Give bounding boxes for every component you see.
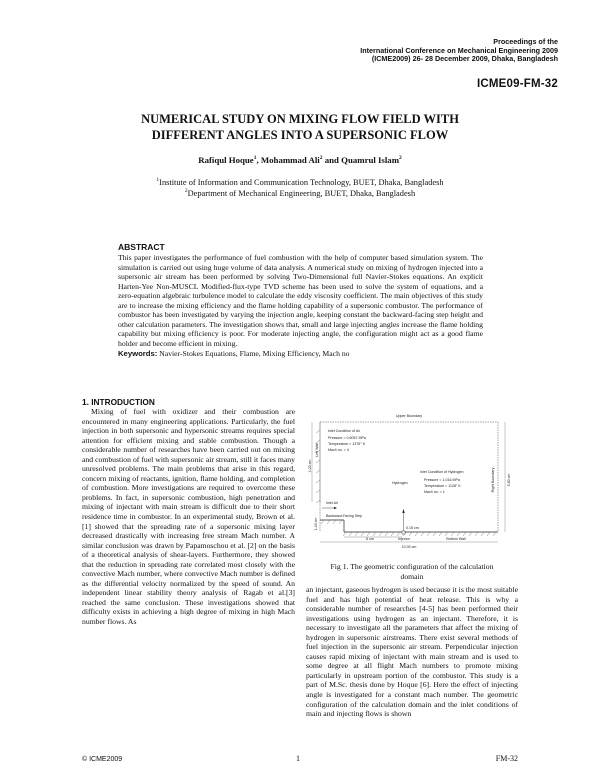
keywords-text: Navier-Stokes Equations, Flame, Mixing Efficiency, Mach no: [157, 349, 350, 358]
proceedings-line-2: International Conference on Mechanical Engineering 2009: [360, 45, 558, 55]
air-temperature: Temperature = 1376° K: [328, 442, 366, 446]
title-line-1: NUMERICAL STUDY ON MIXING FLOW FIELD WITH: [141, 112, 459, 126]
abstract-heading: ABSTRACT: [118, 242, 165, 252]
affiliations: [50, 178, 550, 199]
affiliation-2-text: Department of Mechanical Engineering, BUET, Dhaka, Bangladesh: [187, 188, 416, 198]
intro-body-right-column: an injectant, gaseous hydrogen is used because it is the most suitable fuel and has high potential of heat release. This is why a considerable number of researches [4-5] has been performed their investigations using hydrogen as an injectant. Therefore, it is necessary to investigate all the parameters that affect the mixing of hydrogen in supersonic airstreams. There exist several methods of fuel injection in the supersonic air stream. Perpendicular injection causes rapid mixing of injectant with main stream and is used to some degree at all flight Mach numbers to promote mixing particularly in upstream portion of the combustor. This study is a part of M.Sc. thesis done by Hoque [6]. Here the effect of injecting angle is investigated for a constant mach number. The geometric configuration of the calculation domain and the inlet conditions of main and injecting flows is shown: [306, 585, 518, 719]
step-label: Backward-Facing Step: [326, 514, 363, 518]
paper-title: [50, 112, 550, 143]
h2-temperature: Temperature = 1128° K: [424, 484, 461, 488]
paper-id: ICME09-FM-32: [477, 78, 558, 90]
hydrogen-label: Hydrogen: [392, 481, 408, 485]
abstract-body: This paper investigates the performance of fuel combustion with the help of computer based simulation system. The simulation is carried out using huge volume of data analysis. A numerical study on mixing of hydrogen injected into a supersonic air stream has been performed by solving Two-Dimensional full Navier-Stokes equations. An explicit Harten-Yee Non-MUSCL Modified-flux-type TVD scheme has been used to solve the system of equations, and a zero-equation algebraic turbulence model to calculate the eddy viscosity coefficient. The main objectives of this study are to increase the mixing efficiency and the flame holding capability of a supersonic combustor. The performance of combustor has been investigated by varying the injection angle, keeping constant the backward-facing step height and other calculation parameters. The investigation shows that, small and large injecting angles increase the flame holding capability but mixing efficiency is poor. For moderate injecting angle, the configuration might act as a good flame holder and become efficient in mixing.: [118, 253, 483, 348]
proceedings-header: [360, 38, 558, 64]
inlet-air-arrow-head: [334, 507, 337, 509]
caption-line-1: Fig 1. The geometric configuration of the calculation: [330, 562, 494, 571]
affiliation-1-text: Institute of Information and Communication Technology, BUET, Dhaka, Bangladesh: [159, 178, 444, 187]
author-sep-1: ,: [256, 155, 261, 165]
author-1-sup: 1: [253, 155, 257, 162]
intro-heading: 1. INTRODUCTION: [82, 397, 155, 407]
footer-paper-code: FM-32: [495, 754, 518, 763]
right-height-label: 5.80 cm: [507, 473, 511, 487]
air-mach: Mach no. = 4: [328, 448, 349, 452]
keywords-label: Keywords:: [118, 349, 158, 358]
bottom-wall-label: Bottom Wall: [446, 537, 466, 541]
air-pressure: Pressure = 0.6057 MPa: [328, 436, 366, 440]
author-list: [50, 155, 550, 165]
total-length-label: 10.00 cm: [401, 545, 417, 549]
injector-label: Injector: [398, 537, 410, 541]
upper-boundary-label: Upper Boundary: [395, 414, 423, 418]
left-wall-label: Left Wall: [315, 443, 319, 457]
inlet-h2-title: Inlet Condition of Hydrogen: [420, 470, 464, 474]
step-injector-distance: 6 cm: [366, 537, 374, 541]
author-1: Rafiqul Hoque: [198, 155, 254, 165]
slot-width-label: 0.15 cm: [406, 526, 419, 530]
author-sep-2: and: [322, 155, 342, 165]
author-2: Mohammad Ali: [260, 155, 320, 165]
footer-copyright: © ICME2009: [82, 756, 123, 763]
affiliation-1-sup: 1: [156, 177, 160, 184]
inlet-air-label: Inlet Air: [326, 501, 338, 505]
affiliation-2-sup: 2: [184, 187, 188, 194]
proceedings-line-3: (ICME2009) 26- 28 December 2009, Dhaka, Bangladesh: [371, 54, 558, 64]
h2-pressure: Pressure = 1.016 MPa: [424, 478, 460, 482]
geometry-diagram: [306, 410, 518, 550]
inlet-air-title: Inlet Condition of Air: [328, 429, 361, 433]
author-3: Quamrul Islam: [341, 155, 400, 165]
step-height-label: 1.40 cm: [314, 517, 318, 531]
affiliation-2: [50, 189, 550, 200]
title-line-2: DIFFERENT ANGLES INTO A SUPERSONIC FLOW: [151, 127, 449, 142]
injector-slot: [402, 531, 405, 534]
author-2-sup: 2: [319, 155, 323, 162]
affiliation-1: [50, 178, 550, 189]
proceedings-line-1: Proceedings of the: [493, 37, 558, 46]
figure-1: [306, 410, 518, 550]
left-wall-hatching: [316, 430, 320, 503]
right-boundary-label: Right Boundary: [491, 467, 495, 493]
h2-mach: Mach no. = 1: [424, 490, 445, 494]
hydrogen-jet-arrow: [402, 509, 404, 513]
author-3-sup: 2: [399, 155, 402, 162]
figure-1-caption: [306, 562, 518, 581]
keywords: [118, 349, 483, 358]
caption-line-2: domain: [400, 571, 424, 581]
intro-body-left-column: Mixing of fuel with oxidizer and their combustion are encountered in many engineering applications. Particularly, the fuel injection in both supersonic and hypersonic streams requires special attention for efficient mixing and stable combustion. Though a considerable number of researches have been carried out on mixing and combustion of fuel with supersonic air stream, still it faces many unresolved problems. The main problems that arise in this regard, concern mixing of reactants, ignition, flame holding, and completion of combustion. More investigations are required to overcome these problems. In fact, in supersonic combustion, high penetration and mixing of injectant with main stream is difficult due to their short residence time in combustor. In an experimental study, Brown et al. [1] showed that the spreading rate of a supersonic mixing layer decreased drastically with increasing free stream Mach number. A similar conclusion was drawn by Papamoschou et al. [2] on the basis of a theoretical analysis of shear-layers. Furthermore, they showed that the reduction in spreading rate correlated most closely with the convective Mach number, where convective Mach number is defined as the differential velocity normalized by the speed of sound. An independent linear stability theory analysis of Ragab et al.[3] reached the same conclusion. These investigations showed that difficulty exists in achieving a high degree of mixing in high Mach number flows. As: [82, 407, 295, 627]
left-height-label: 4.20 cm: [308, 459, 312, 473]
footer-page-number: 1: [296, 754, 300, 763]
